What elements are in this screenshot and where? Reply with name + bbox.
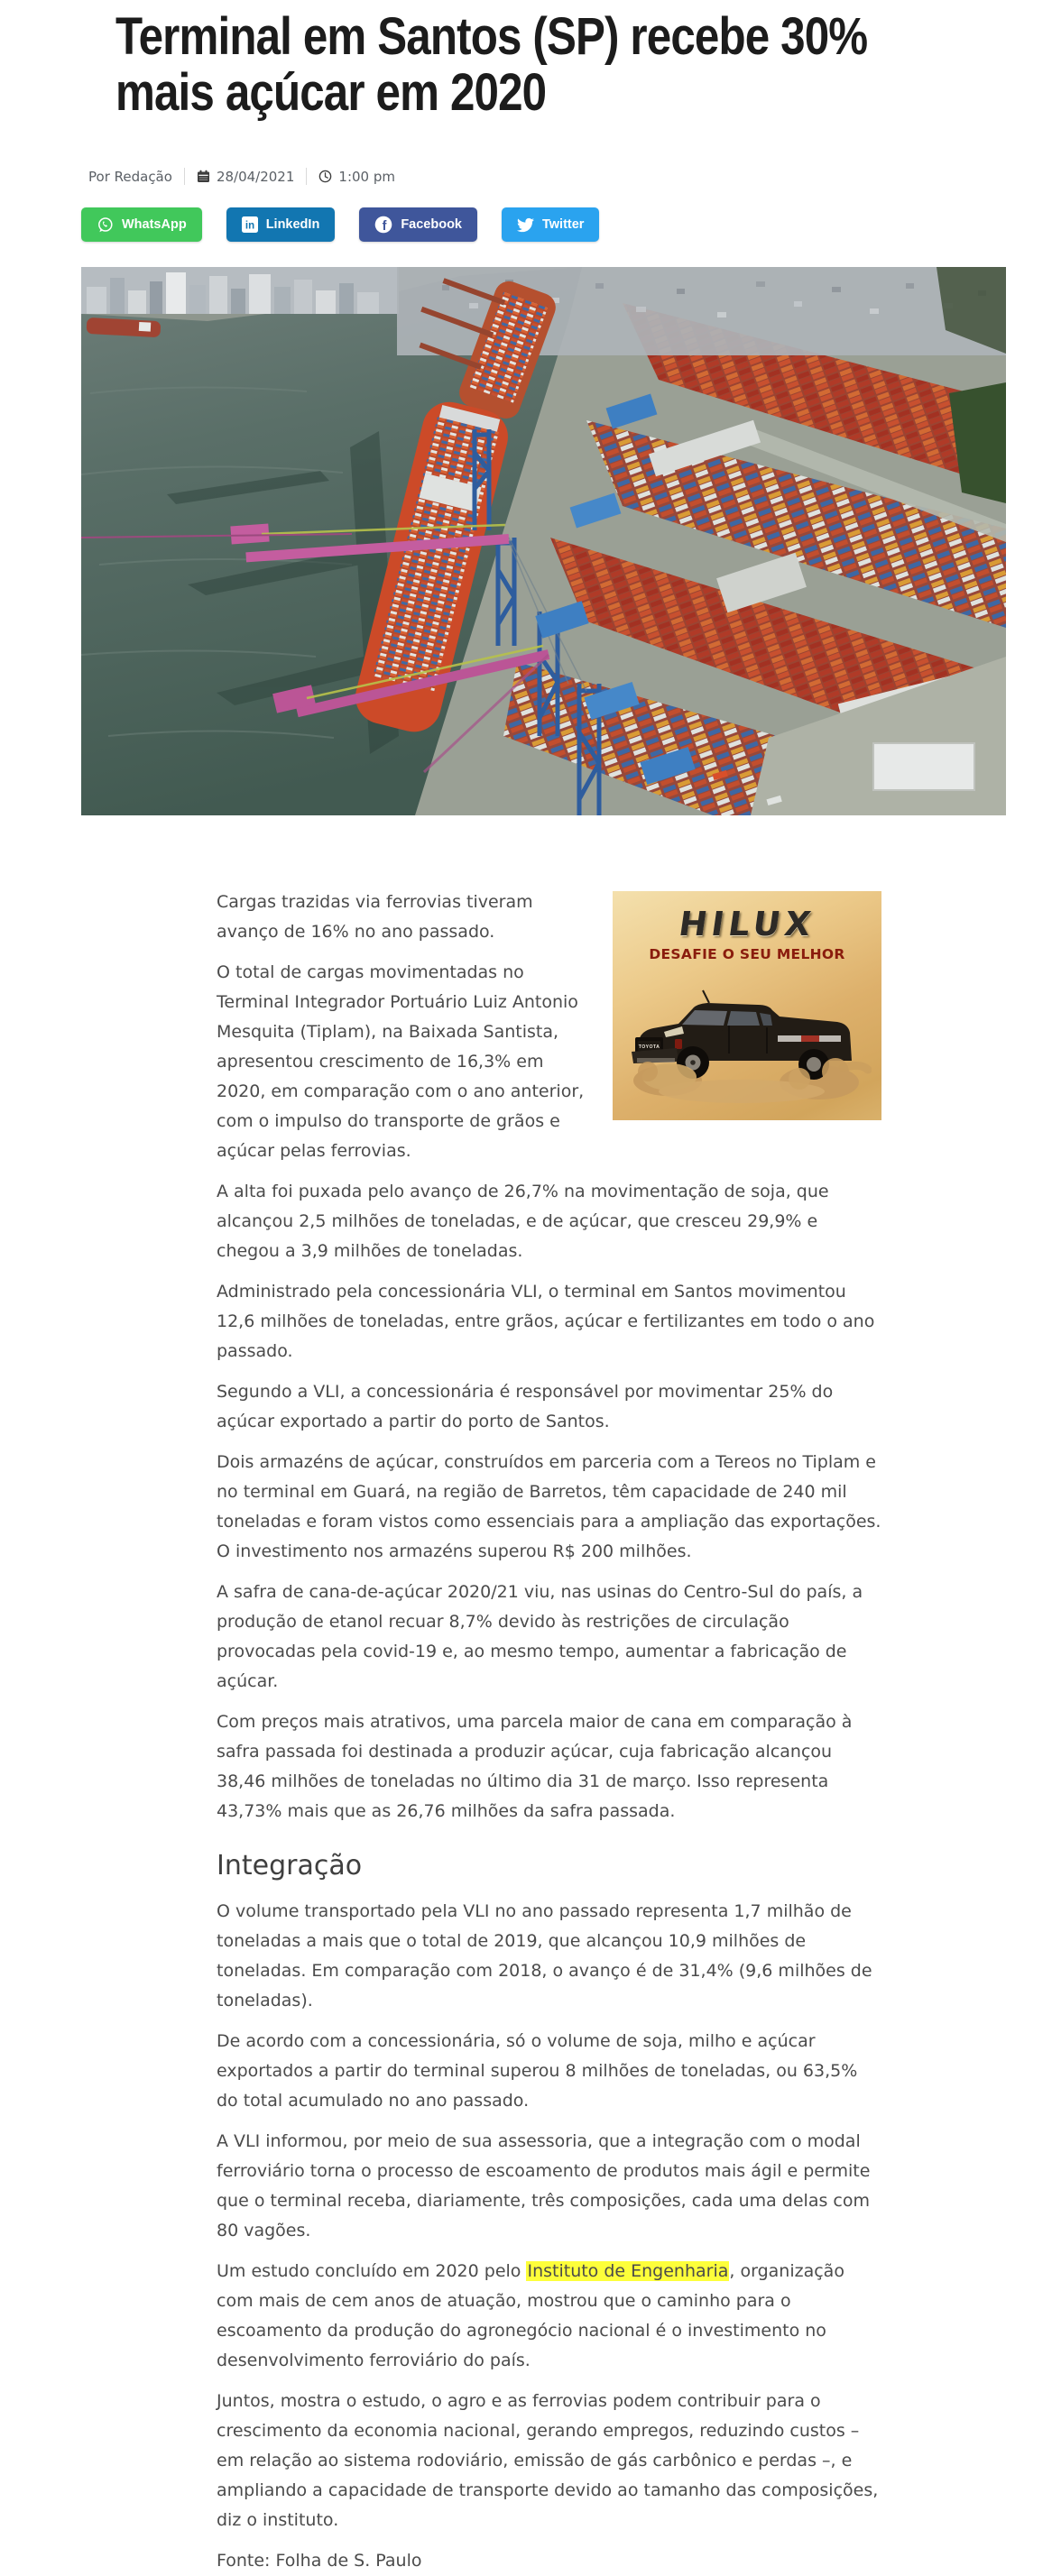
article-paragraph: A alta foi puxada pelo avanço de 26,7% na movimentação de soja, que alcançou 2,5 milhões de toneladas, e de açúcar, que cresceu 29,9% e chegou a 3,9 milhões de toneladas. [217,1182,829,1261]
article-paragraph: Cargas trazidas via ferrovias tiveram avanço de 16% no ano passado. [217,892,533,942]
twitter-icon [517,216,534,234]
article-paragraph: Dois armazéns de açúcar, construídos em parceria com a Tereos no Tiplam e no terminal em Guará, na região de Barretos, têm capacidade de 240 mil toneladas e foram vistos como essenciais para a ampliação das exportações. O investimento nos armazéns superou R$ 200 milhões. [217,1452,881,1561]
byline-time: 1:00 pm [338,168,395,185]
article-paragraph-highlighted [217,2257,881,2376]
share-button-label: WhatsApp [122,217,187,232]
share-button-label: Twitter [542,217,585,232]
article-paragraph: Administrado pela concessionária VLI, o terminal em Santos movimentou 12,6 milhões de toneladas, entre grãos, açúcar e fertilizantes em todo o ano passado. [217,1282,875,1361]
hilux-ad-banner[interactable] [613,891,881,1120]
byline-separator [306,168,307,185]
highlight-paragraph-after: , organização com mais de cem anos de atuação, mostrou que o caminho para o escoamento da produção do agronegócio nacional é o investimento no desenvolvimento ferroviário do país. [217,2261,844,2370]
svg-text:TOYOTA: TOYOTA [638,1044,660,1050]
section-heading-integracao: Integração [217,1850,363,1881]
article-paragraph: O total de cargas movimentadas no Terminal Integrador Portuário Luiz Antonio Mesquita (Tiplam), na Baixada Santista, apresentou crescimento de 16,3% em 2020, em comparação com o ano anterior, com o impulso do transporte de grãos e açúcar pelas ferrovias. [217,962,585,1161]
calendar-icon [197,170,210,183]
byline-date: 28/04/2021 [216,168,295,185]
share-whatsapp-button[interactable] [81,207,202,242]
pickup-truck-illustration [623,976,872,1113]
byline-author: Por Redação [88,168,172,185]
clock-icon [318,170,332,183]
byline-date-group [197,169,294,185]
share-facebook-button[interactable] [359,207,477,242]
ad-brand-text: HILUX [676,905,818,943]
article-source: Fonte: Folha de S. Paulo [217,2551,422,2571]
page-title: Terminal em Santos (SP) recebe 30% mais açúcar em 2020 [115,7,868,122]
byline-time-group [318,169,395,185]
hero-image [81,267,1006,815]
article-paragraph: De acordo com a concessionária, só o volume de soja, milho e açúcar exportados a partir do terminal superou 8 milhões de toneladas, ou 63,5% do total acumulado no ano passado. [217,2031,858,2111]
svg-text:in: in [245,220,254,232]
article-paragraph: A VLI informou, por meio de sua assessoria, que a integração com o modal ferroviário torna o processo de escoamento de produtos mais ágil e permite que o terminal receba, diariamente, três composições, cada uma delas com 80 vagões. [217,2131,871,2240]
share-button-label: Facebook [401,217,462,232]
byline-separator [184,168,185,185]
article-paragraph: Juntos, mostra o estudo, o agro e as ferrovias podem contribuir para o crescimento da economia nacional, gerando empregos, reduzindo custos – em relação ao sistema rodoviário, emissão de gás carbônico e perdas –, e ampliando a capacidade de transporte devido ao tamanho das composições, diz o instituto. [217,2391,879,2530]
byline [88,168,971,185]
ad-tagline-text: DESAFIE O SEU MELHOR [649,946,845,962]
share-twitter-button[interactable] [502,207,599,242]
article-paragraph: Com preços mais atrativos, uma parcela maior de cana em comparação à safra passada foi destinada a produzir açúcar, cuja fabricação alcançou 38,46 milhões de toneladas no último dia 31 de março. Isso representa 43,73% mais que as 26,76 milhões da safra passada. [217,1712,853,1821]
highlight-paragraph-before: Um estudo concluído em 2020 pelo [217,2261,527,2281]
share-linkedin-button[interactable] [226,207,336,242]
share-buttons [81,207,971,242]
article-paragraph: A safra de cana-de-açúcar 2020/21 viu, nas usinas do Centro-Sul do país, a produção de etanol recuar 8,7% devido às restrições de circulação provocadas pela covid-19 e, ao mesmo tempo, aumentar a fabricação de açúcar. [217,1582,863,1691]
whatsapp-icon [97,216,114,234]
article-body [217,888,881,2576]
linkedin-icon [242,216,258,233]
facebook-icon [374,216,392,234]
share-button-label: LinkedIn [265,217,320,232]
highlighted-text-instituto-de-engenharia: Instituto de Engenharia [527,2261,729,2281]
article-paragraph: Segundo a VLI, a concessionária é responsável por movimentar 25% do açúcar exportado a partir do porto de Santos. [217,1382,834,1431]
article-paragraph: O volume transportado pela VLI no ano passado representa 1,7 milhão de toneladas a mais que o total de 2019, que alcançou 10,9 milhões de toneladas. Em comparação com 2018, o avanço é de 31,4% (9,6 milhões de toneladas). [217,1901,872,2010]
svg-text:f: f [382,219,387,234]
